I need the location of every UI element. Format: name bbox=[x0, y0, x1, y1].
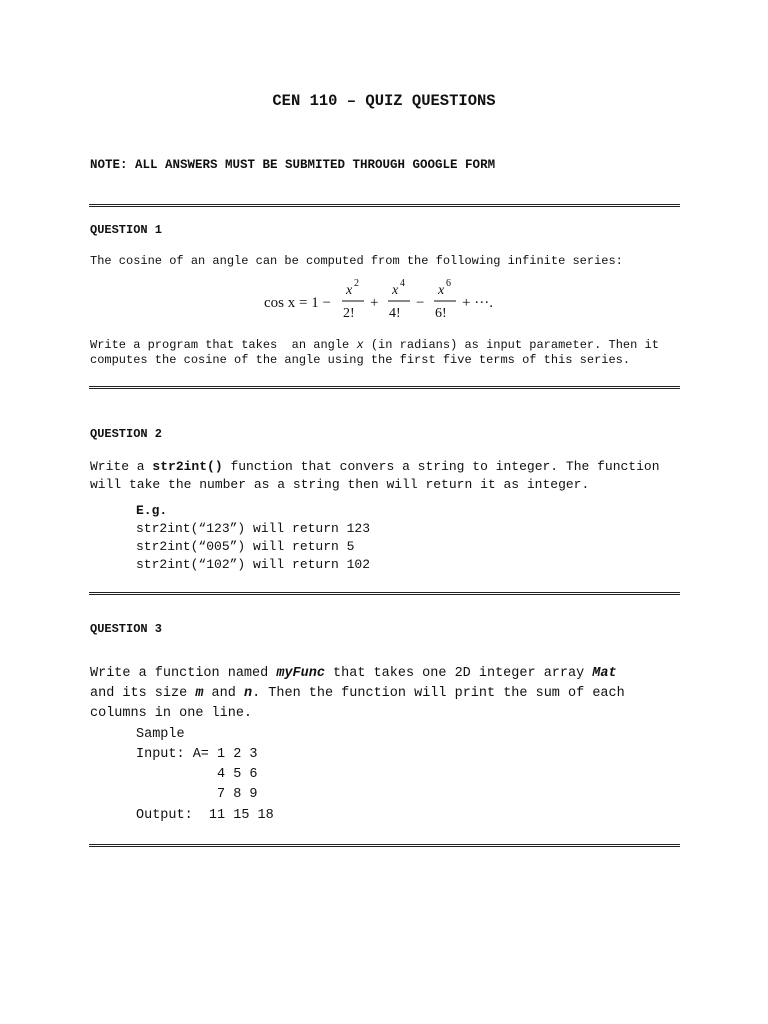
formula-tail: + ···. bbox=[462, 295, 493, 311]
question-1-heading: QUESTION 1 bbox=[90, 223, 163, 237]
formula-term1-den: 2! bbox=[343, 306, 355, 320]
array-name-mat: Mat bbox=[592, 666, 617, 681]
formula-term1-exp: 2 bbox=[354, 278, 359, 289]
sample-input-row: Input: A= 1 2 3 bbox=[136, 747, 258, 762]
example-line: str2int(“123”) will return 123 bbox=[136, 521, 371, 536]
section-divider bbox=[89, 844, 680, 847]
sample-label: Sample bbox=[136, 727, 185, 742]
formula-term2-exp: 4 bbox=[400, 278, 405, 289]
question-3-heading: QUESTION 3 bbox=[90, 622, 163, 636]
example-line: str2int(“102”) will return 102 bbox=[136, 557, 371, 572]
function-name-str2int: str2int() bbox=[152, 459, 223, 474]
formula-term3-exp: 6 bbox=[446, 278, 451, 289]
question-2-line2: will take the number as a string then will return it as integer. bbox=[90, 477, 590, 492]
formula-term3-den: 6! bbox=[435, 306, 447, 320]
sample-input-row: 7 8 9 bbox=[136, 787, 258, 802]
example-label: E.g. bbox=[136, 503, 168, 518]
question-1-body-line2: computes the cosine of the angle using the first five terms of this series. bbox=[90, 353, 631, 367]
formula-plus: + bbox=[370, 295, 379, 311]
formula-term2-den: 4! bbox=[389, 306, 401, 320]
formula-term1-num: x bbox=[346, 283, 353, 298]
question-2-line1: Write a str2int() function that convers a string to integer. The function bbox=[90, 459, 660, 474]
submission-note: NOTE: ALL ANSWERS MUST BE SUBMITED THROUGH GOOGLE FORM bbox=[90, 158, 496, 172]
page-title: CEN 110 – QUIZ QUESTIONS bbox=[272, 92, 496, 110]
question-2-heading: QUESTION 2 bbox=[90, 427, 163, 441]
function-name-myfunc: myFunc bbox=[276, 666, 325, 681]
question-1-intro: The cosine of an angle can be computed from the following infinite series: bbox=[90, 254, 623, 268]
sample-output: Output: 11 15 18 bbox=[136, 808, 274, 823]
cosine-series-formula bbox=[262, 274, 512, 320]
section-divider bbox=[89, 386, 680, 389]
formula-term2-num: x bbox=[392, 283, 399, 298]
question-3-line3: columns in one line. bbox=[90, 706, 253, 721]
formula-term3-num: x bbox=[438, 283, 445, 298]
sample-input-row: 4 5 6 bbox=[136, 767, 258, 782]
section-divider bbox=[89, 204, 680, 207]
formula-lhs: cos x = 1 − bbox=[264, 295, 331, 311]
question-3-line1: Write a function named myFunc that takes one 2D integer array Mat bbox=[90, 666, 617, 681]
question-3-line2: and its size m and n. Then the function will print the sum of each bbox=[90, 686, 625, 701]
section-divider bbox=[89, 592, 680, 595]
formula-minus: − bbox=[416, 295, 425, 311]
question-1-body-line1: Write a program that takes an angle x (in radians) as input parameter. Then it bbox=[90, 338, 659, 352]
example-line: str2int(“005”) will return 5 bbox=[136, 539, 355, 554]
